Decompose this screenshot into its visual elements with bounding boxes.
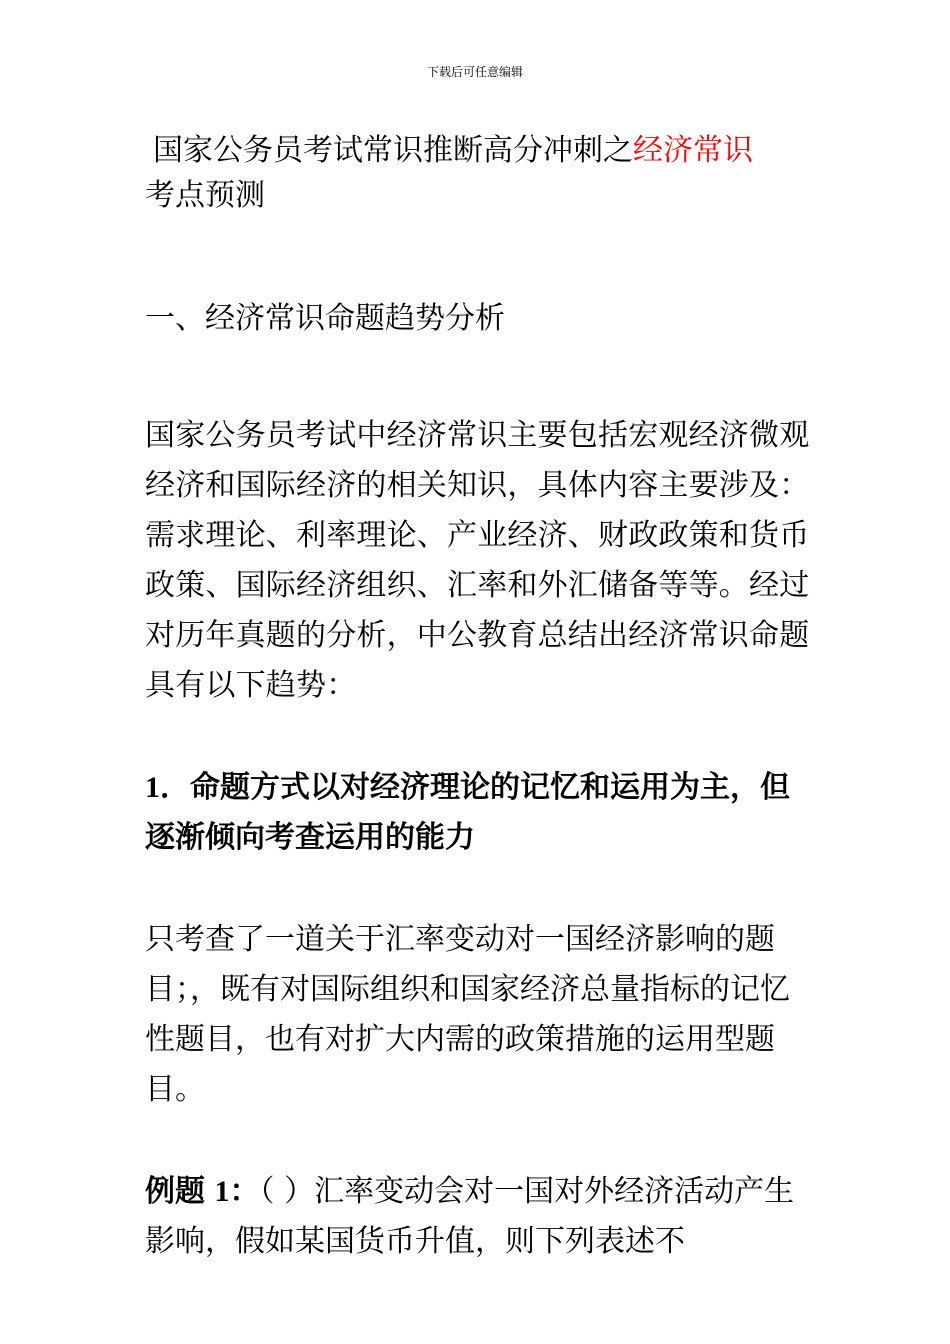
document-body (145, 128, 810, 1267)
intro-paragraph: 国家公务员考试中经济常识主要包括宏观经济微观经济和国际经济的相关知识，具体内容主要涉及：需求理论、利率理论、产业经济、财政政策和货币政策、国际经济组织、汇率和外汇储备等等。经过对历年真题的分析，中公教育总结出经济常识命题具有以下趋势： (145, 418, 810, 703)
document-title-line2: 考点预测 (145, 178, 265, 213)
trend-heading-text: ．命题方式以对经济理论的记忆和运用为主，但逐渐倾向考查运用的能力 (145, 770, 790, 855)
trend-paragraph: 只考查了一道关于汇率变动对一国经济影响的题目；，既有对国际组织和国家经济总量指标的记忆性题目，也有对扩大内需的政策措施的运用型题目。 (145, 922, 790, 1107)
document-title (145, 128, 810, 173)
example-question (145, 1167, 810, 1267)
example-number: 1 (214, 1175, 230, 1208)
trend-heading (145, 763, 810, 863)
page-header-note: 下载后可任意编辑 (426, 65, 523, 79)
title-accent: 经济常识 (633, 133, 753, 168)
title-main: 国家公务员考试常识推断高分冲刺之 (153, 133, 633, 168)
section-heading: 一、经济常识命题趋势分析 (145, 301, 505, 336)
example-colon: ： (229, 1174, 260, 1209)
example-text: （ ）汇率变动会对一国对外经济活动产生影响，假如某国货币升值，则下列表述不 (145, 1174, 795, 1259)
trend-number: 1 (145, 771, 160, 804)
example-label: 例题 (145, 1174, 205, 1209)
